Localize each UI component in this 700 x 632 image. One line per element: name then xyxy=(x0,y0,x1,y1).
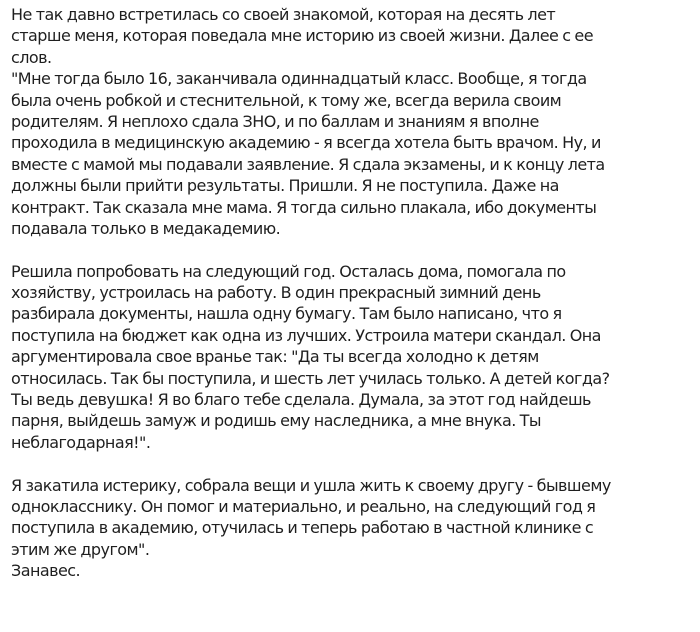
text-line: парня, выйдешь замуж и родишь ему наследника, а мне внука. Ты xyxy=(11,411,541,431)
text-line: старше меня, которая поведала мне историю из своей жизни. Далее с ее xyxy=(11,26,594,46)
text-line: неблагодарная!". xyxy=(11,432,151,452)
text-line: родителям. Я неплохо сдала ЗНО, и по баллам и знаниям я вполне xyxy=(11,111,539,131)
text-line: аргументировала свое вранье так: "Да ты всегда холодно к детям xyxy=(11,347,539,367)
text-line: "Мне тогда было 16, заканчивала одиннадцатый класс. Вообще, я тогда xyxy=(11,69,587,89)
text-line: поступила на бюджет как одна из лучших. Устроила матери скандал. Она xyxy=(11,325,601,345)
text-line: разбирала документы, нашла одну бумагу. Там было написано, что я xyxy=(11,304,562,324)
text-line: Не так давно встретилась со своей знакомой, которая на десять лет xyxy=(11,5,556,24)
text-line: должны были прийти результаты. Пришли. Я не поступила. Даже на xyxy=(11,176,559,196)
text-line: этим же другом". xyxy=(11,539,150,559)
text-line: относилась. Так бы поступила, и шесть лет училась только. А детей когда? xyxy=(11,368,610,388)
text-line: поступила в академию, отучилась и теперь работаю в частной клинике с xyxy=(11,518,594,538)
story-paragraph-1 xyxy=(11,4,690,239)
story-paragraph-3 xyxy=(11,475,690,582)
text-line: вместе с мамой мы подавали заявление. Я сдала экзамены, и к концу лета xyxy=(11,154,605,174)
paragraph-gap xyxy=(11,239,690,260)
text-line: была очень робкой и стеснительной, к тому же, всегда верила своим xyxy=(11,90,562,110)
text-line: Ты ведь девушка! Я во благо тебе сделала. Думала, за этот год найдешь xyxy=(11,390,591,410)
text-line: Я закатила истерику, собрала вещи и ушла жить к своему другу - бывшему xyxy=(11,475,611,495)
text-line: хозяйству, устроилась на работу. В один прекрасный зимний день xyxy=(11,283,541,303)
text-line: проходила в медицинскую академию - я всегда хотела быть врачом. Ну, и xyxy=(11,133,601,153)
paragraph-gap xyxy=(11,453,690,474)
story-paragraph-2 xyxy=(11,261,690,454)
text-line: подавала только в медакадемию. xyxy=(11,218,281,238)
text-line: Решила попробовать на следующий год. Осталась дома, помогала по xyxy=(11,261,566,281)
text-line: контракт. Так сказала мне мама. Я тогда сильно плакала, ибо документы xyxy=(11,197,597,217)
text-line: слов. xyxy=(11,47,52,67)
text-line: Занавес. xyxy=(11,561,81,581)
text-line: однокласснику. Он помог и материально, и реально, на следующий год я xyxy=(11,496,596,516)
